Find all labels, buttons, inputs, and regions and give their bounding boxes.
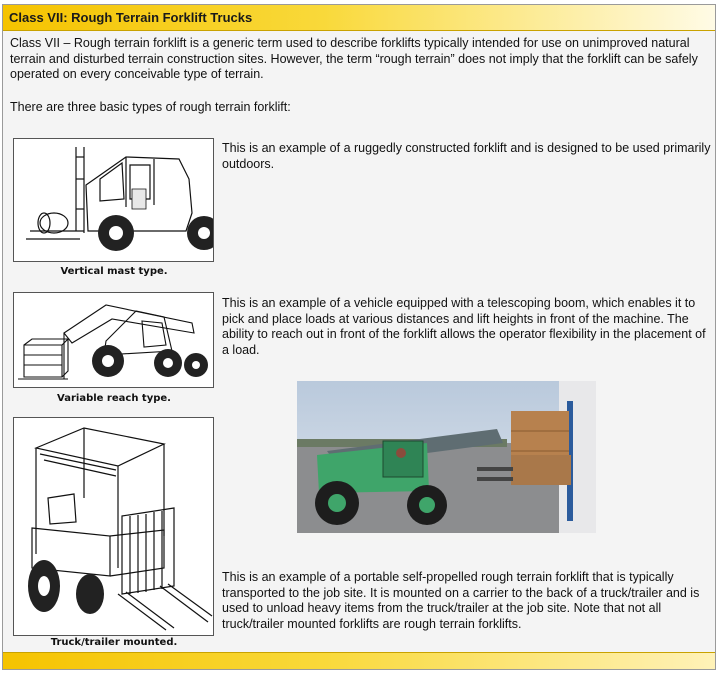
content-panel: [2, 4, 716, 670]
vertical-mast-forklift-drawing: [13, 138, 214, 262]
section-title: Class VII: Rough Terrain Forklift Trucks: [9, 10, 253, 25]
figure-caption: Variable reach type.: [57, 393, 171, 404]
figure-caption: Vertical mast type.: [60, 266, 168, 277]
variable-reach-forklift-drawing: [13, 292, 214, 388]
figure-caption: Truck/trailer mounted.: [50, 637, 178, 648]
type-description: This is an example of a ruggedly constructed forklift and is designed to be used primarily outdoors.: [222, 141, 711, 171]
section-footer: [3, 652, 715, 669]
section-header: [3, 5, 715, 31]
intro-paragraph: Class VII – Rough terrain forklift is a generic term used to describe forklifts typically intended for use on unimproved natural terrain and disturbed terrain construction sites. However, the term “rough terrain” does not imply that the forklift can be safely operated on every conceivable type of terrain.: [10, 36, 698, 81]
type-description: This is an example of a vehicle equipped with a telescoping boom, which enables it to pick and place loads at various distances and lift heights in front of the machine. The ability to reach out in front of the forklift allows the operator flexibility in the placement of a load.: [222, 296, 706, 357]
truck-mounted-forklift-drawing: [13, 417, 214, 636]
type-description: This is an example of a portable self-propelled rough terrain forklift that is typically transported to the job site. It is mounted on a carrier to the back of a truck/trailer and is used to unload heavy items from the truck/trailer at the job site. Note that not all truck/trailer mounted forklifts are rough terrain forklifts.: [222, 570, 700, 631]
types-heading: There are three basic types of rough terrain forklift:: [10, 100, 291, 114]
telehandler-photo: [297, 381, 596, 533]
